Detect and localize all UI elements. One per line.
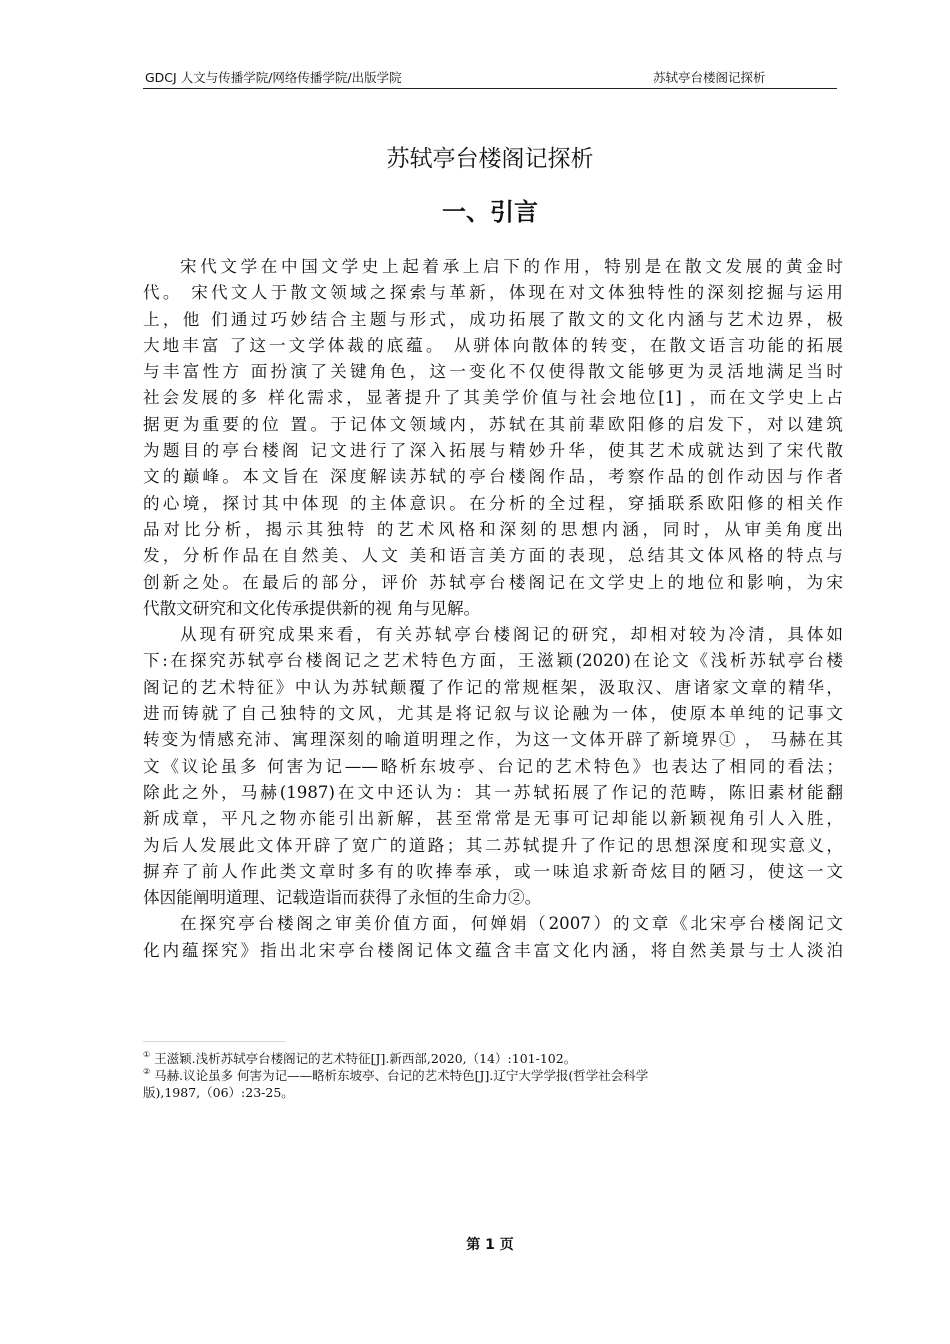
body-line: 创新之处。在最后的部分，评价 苏轼亭台楼阁记在文学史上的地位和影响，为宋	[143, 572, 843, 592]
body-line: 从现有研究成果来看，有关苏轼亭台楼阁记的研究，却相对较为冷清，具体如	[180, 625, 843, 645]
page-number: 第 1 页	[466, 1237, 514, 1253]
body-line: 上，他 们通过巧妙结合主题与形式，成功拓展了散文的文化内涵与艺术边界，极	[143, 309, 843, 329]
header-paper-title: 苏轼亭台楼阁记探析	[653, 70, 766, 85]
body-line: 下:在探究苏轼亭台楼阁记之艺术特色方面，王滋颖(2020)在论文《浅析苏轼亭台楼	[143, 651, 843, 671]
body-line: 除此之外，马赫(1987)在文中还认为：其一苏轼拓展了作记的范畴，陈旧素材能翻	[143, 782, 843, 802]
body-line: 进而铸就了自己独特的文风，尤其是将记叙与议论融为一体，使原本单纯的记事文	[143, 704, 843, 724]
body-line: 化内蕴探究》指出北宋亭台楼阁记体文蕴含丰富文化内涵，将自然美景与士人淡泊	[143, 940, 843, 960]
body-line: 社会发展的多 样化需求，显著提升了其美学价值与社会地位[1] ，而在文学史上占	[143, 388, 843, 408]
body-line: 为题目的亭台楼阁 记文进行了深入拓展与精妙升华，使其艺术成就达到了宋代散	[143, 441, 843, 461]
body-line: 宋代文学在中国文学史上起着承上启下的作用，特别是在散文发展的黄金时	[180, 257, 843, 276]
body-line: 体因能阐明道理、记载造诣而获得了永恒的生命力②。	[143, 888, 542, 908]
header-institution: GDCJ 人文与传播学院/网络传播学院/出版学院	[145, 70, 402, 85]
body-line: 品对比分析，揭示其独特 的艺术风格和深刻的思想内涵，同时，从审美角度出	[143, 519, 843, 539]
footnote-text: 马赫.议论虽多 何害为记——略析东坡亭、台记的艺术特色[J].辽宁大学学报(哲学社会科学	[154, 1068, 649, 1083]
body-line: 代。 宋代文人于散文领域之探索与革新，体现在对文体独特性的深刻挖掘与运用	[143, 283, 843, 303]
body-line: 为后人发展此文体开辟了宽广的道路；其二苏轼提升了作记的思想深度和现实意义，	[143, 835, 843, 855]
body-line: 据更为重要的位 置。于记体文领域内，苏轼在其前辈欧阳修的启发下，对以建筑	[143, 414, 843, 434]
section-heading: 一、引言	[442, 198, 538, 226]
body-line: 阁记的艺术特征》中认为苏轼颠覆了作记的常规框架，汲取汉、唐诸家文章的精华，	[143, 677, 843, 697]
body-line: 与丰富性方 面扮演了关键角色，这一变化不仅使得散文能够更为灵活地满足当时	[143, 362, 843, 382]
body-text	[143, 254, 843, 964]
paper-title: 苏轼亭台楼阁记探析	[386, 146, 594, 172]
body-line: 转变为情感充沛、寓理深刻的喻道明理之作，为这一文体开辟了新境界① ， 马赫在其	[143, 730, 843, 750]
body-line: 文《议论虽多 何害为记——略析东坡亭、台记的艺术特色》也表达了相同的看法；	[143, 756, 843, 776]
footnote-divider	[143, 1041, 286, 1042]
body-line: 文的巅峰。本文旨在 深度解读苏轼的亭台楼阁作品，考察作品的创作动因与作者	[143, 467, 843, 487]
footnote-marker: ①	[143, 1050, 151, 1059]
footnote-2-continuation: 版),1987,（06）:23-25。	[143, 1085, 294, 1100]
footnote-2	[143, 1067, 843, 1084]
body-line: 新成章，平凡之物亦能引出新解，甚至常常是无事可记却能以新颖视角引人入胜，	[143, 809, 843, 829]
body-line: 发，分析作品在自然美、人文 美和语言美方面的表现，总结其文体风格的特点与	[143, 546, 843, 566]
running-header	[143, 66, 837, 89]
body-line: 在探究亭台楼阁之审美价值方面，何婵娟（2007）的文章《北宋亭台楼阁记文	[180, 914, 843, 934]
body-line: 代散文研究和文化传承提供新的视 角与见解。	[143, 598, 481, 618]
footnote-marker: ②	[143, 1067, 151, 1076]
footnote-text: 王滋颖.浅析苏轼亭台楼阁记的艺术特征[J].新西部,2020,（14）:101-102。	[154, 1051, 577, 1066]
body-line: 大地丰富 了这一文学体裁的底蕴。 从骈体向散体的转变，在散文语言功能的拓展	[143, 335, 843, 355]
body-line: 摒弃了前人作此类文章时多有的吹捧奉承，或一味追求新奇炫目的陋习，使这一文	[143, 861, 843, 881]
footnotes	[143, 1050, 843, 1101]
footnote-1	[143, 1050, 843, 1067]
body-line: 的心境，探讨其中体现 的主体意识。在分析的全过程，穿插联系欧阳修的相关作	[143, 493, 843, 513]
